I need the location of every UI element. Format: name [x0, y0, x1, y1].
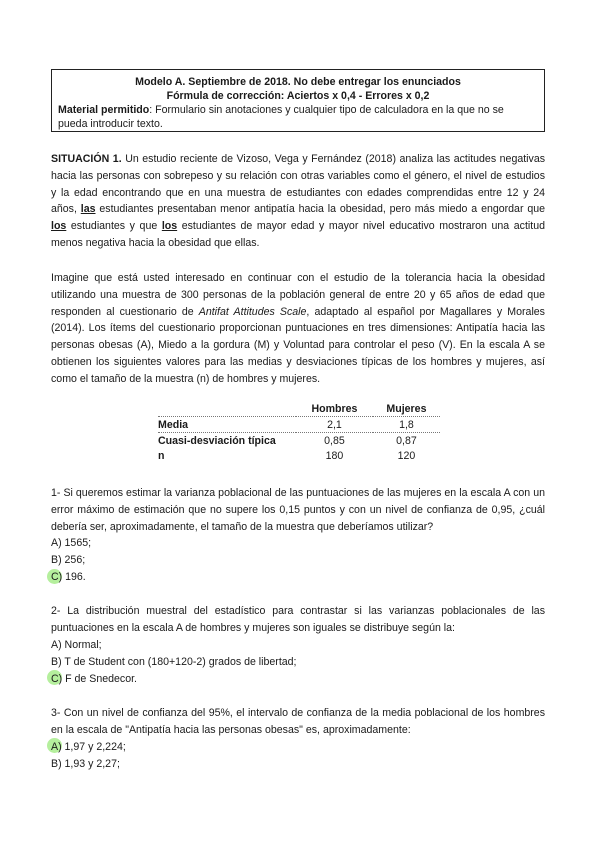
q2-option-a[interactable]: A) Normal;: [51, 639, 102, 651]
q3-option-b[interactable]: B) 1,93 y 2,27;: [51, 758, 120, 770]
column-hombres: Hombres: [311, 402, 358, 415]
q2-option-c[interactable]: C) F de Snedecor.: [51, 673, 137, 685]
cell-hombres: 2,1: [327, 418, 342, 431]
cell-mujeres: 1,8: [399, 418, 414, 431]
situation-label: SITUACIÓN 1.: [51, 153, 122, 165]
statistics-table: [158, 401, 440, 463]
row-label: n: [158, 449, 165, 462]
q3-option-a[interactable]: A) 1,97 y 2,224;: [51, 741, 126, 753]
question-1-text: 1- Si queremos estimar la varianza poblacional de las puntuaciones de las mujeres en la escala A con un error máximo de estimación que no supere los 0,15 puntos y con un nivel de confianza de 0,95, ¿cuál debería ser, aproximadamente, el tamaño de la muestra que deberíamos utilizar?: [51, 487, 545, 533]
q1-option-b[interactable]: B) 256;: [51, 554, 86, 566]
situation-text-c: estudiantes y que: [66, 220, 162, 233]
cell-hombres: 0,85: [324, 434, 345, 447]
situation-paragraph-1: [51, 151, 545, 252]
underlined-los-2: los: [161, 220, 178, 233]
row-label: Cuasi-desviación típica: [158, 434, 276, 447]
situation-text-d: estudiantes de mayor edad y mayor nivel educativo mostraron una actitud menos negativa hacia la obesidad que ellas.: [51, 220, 545, 249]
allowed-material-continuation: pueda introducir texto.: [58, 118, 163, 130]
table-row: [158, 417, 440, 433]
q1-option-a[interactable]: A) 1565;: [51, 537, 92, 549]
question-3-text: 3- Con un nivel de confianza del 95%, el intervalo de confianza de la media poblacional de los hombres en la escala de "Antipatía hacia las personas obesas" es, aproximadamente:: [51, 707, 545, 736]
question-2-text: 2- La distribución muestral del estadístico para contrastar si las varianzas poblacionales de las puntuaciones en la escala A de hombres y mujeres son iguales se distribuye según la:: [51, 605, 545, 634]
underlined-las: las: [80, 203, 96, 216]
cell-mujeres: 120: [397, 449, 416, 462]
cell-hombres: 180: [325, 449, 344, 462]
scale-name: Antifat Attitudes Scale: [198, 305, 307, 318]
allowed-material-label: Material permitido: [58, 104, 150, 116]
table-corner: [158, 401, 296, 417]
study-text-b: , adaptado al español por Magallares y Morales (2014). Los ítems del cuestionario proporcionan puntuaciones en tres dimensiones: Antipatía hacia las personas obesas (A), Miedo a la gordura (M) y Voluntad para controlar el peso (V). En la escala A se obtienen los siguientes valores para las medias y desviaciones típicas de los hombres y mujeres, así como el tamaño de la muestra (n) de hombres y mujeres.: [51, 305, 545, 385]
correction-formula: Fórmula de corrección: Aciertos x 0,4 - Errores x 0,2: [166, 90, 430, 102]
underlined-los-1: los: [51, 220, 67, 233]
row-label: Media: [158, 418, 189, 431]
allowed-material-text: : Formulario sin anotaciones y cualquier tipo de calculadora en la que no se: [149, 104, 504, 116]
q1-option-c[interactable]: C) 196.: [51, 571, 86, 583]
cell-mujeres: 0,87: [396, 434, 417, 447]
situation-paragraph-2: [51, 270, 545, 388]
study-text-a: Imagine que está usted interesado en continuar con el estudio de la tolerancia hacia la obesidad utilizando una muestra de 300 personas de la población general de entre 20 y 65 años de edad que responden al cuestionario de: [51, 272, 545, 318]
table-row: [158, 433, 440, 449]
table-row: [158, 448, 440, 463]
column-mujeres: Mujeres: [386, 402, 427, 415]
allowed-material: [58, 103, 538, 117]
q2-option-b[interactable]: B) T de Student con (180+120-2) grados de libertad;: [51, 656, 297, 668]
situation-text-b: estudiantes presentaban menor antipatía hacia la obesidad, pero más miedo a engordar que: [95, 203, 546, 216]
exam-title: Modelo A. Septiembre de 2018. No debe entregar los enunciados: [135, 76, 461, 88]
situation-text-a: Un estudio reciente de Vizoso, Vega y Fernández (2018) analiza las actitudes negativas hacia las personas con sobrepeso y su relación con otras variables como el género, el nivel de estudios y la edad encontrando que en una muestra de estudiantes con edades comprendidas entre 12 y 24 años,: [51, 153, 546, 216]
exam-header-box: [51, 69, 545, 132]
